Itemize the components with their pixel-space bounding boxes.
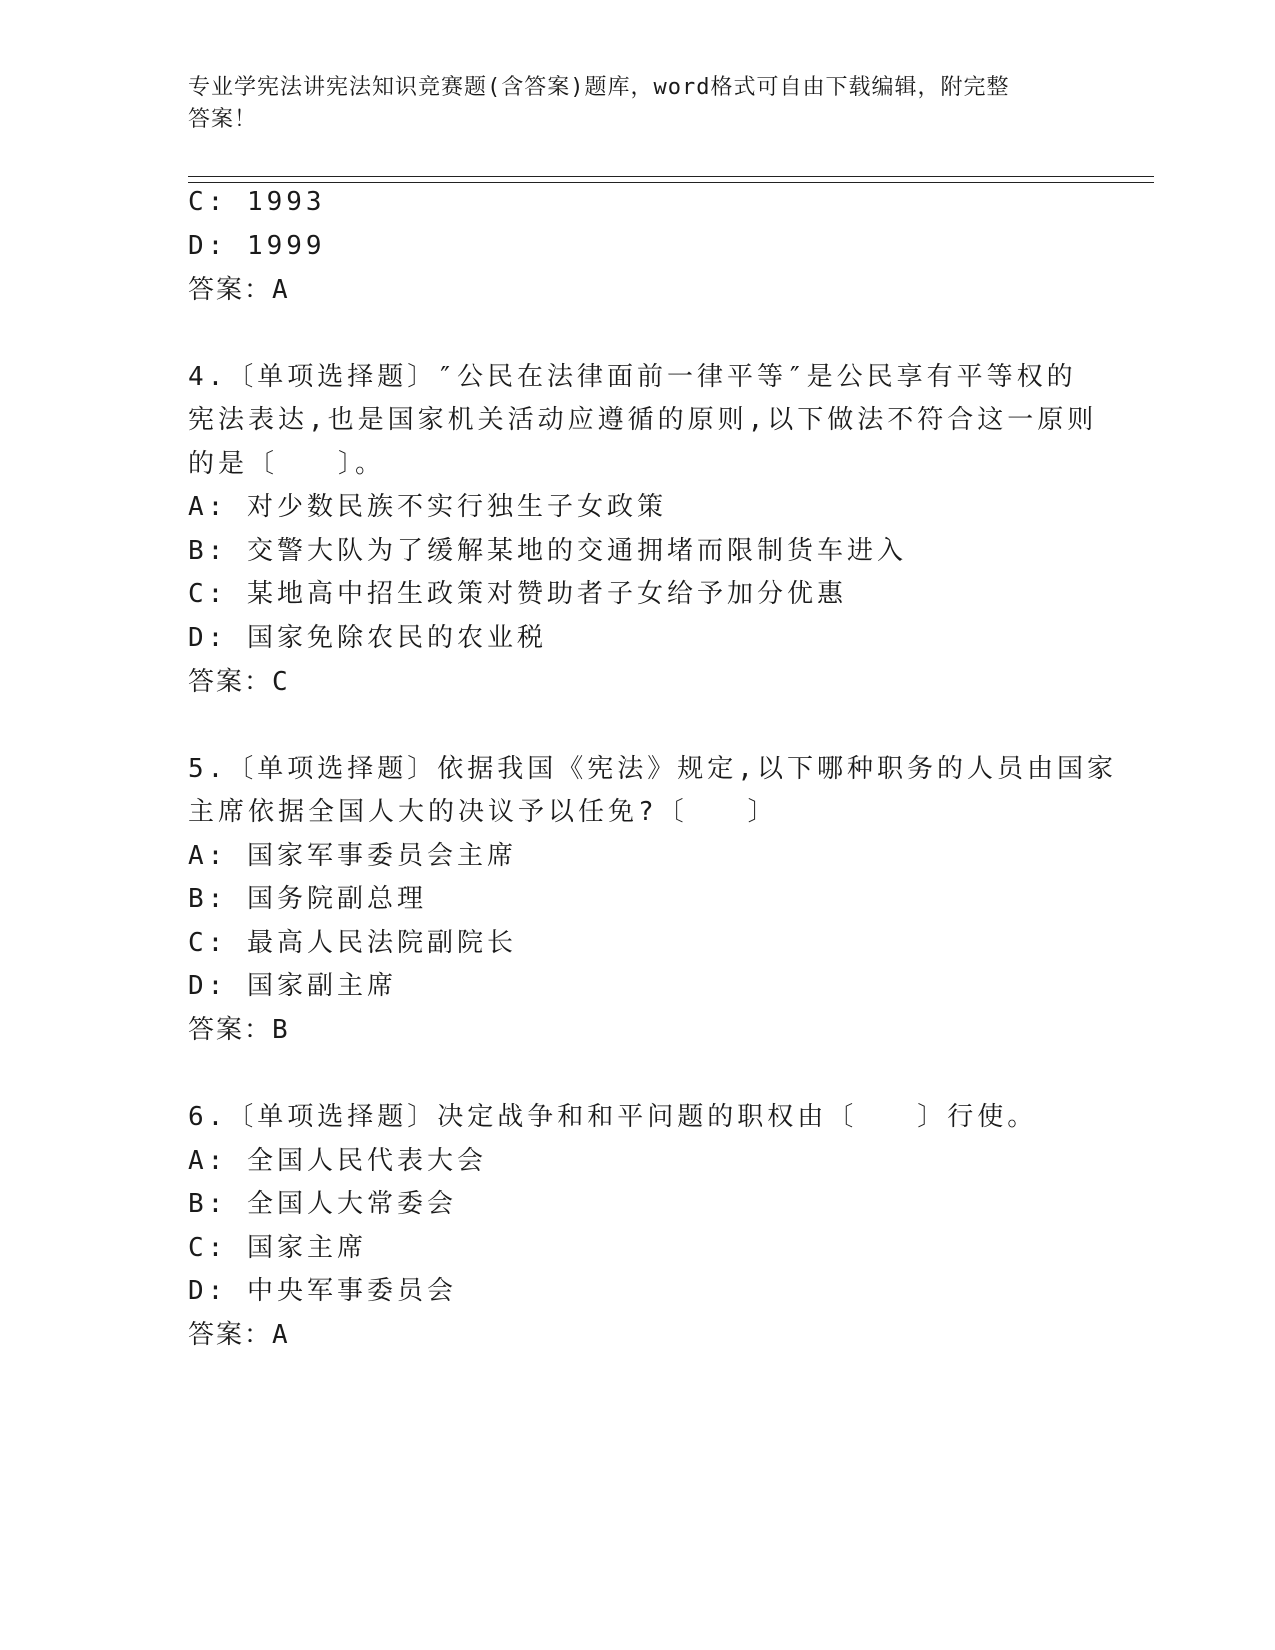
q6-answer [188, 1319, 290, 1351]
q5-answer [188, 1014, 290, 1046]
answer-value: C [272, 667, 290, 697]
q4-answer [188, 666, 290, 698]
q5-stem-line-1: 5.〔单项选择题〕依据我国《宪法》规定,以下哪种职务的人员由国家 [188, 754, 1117, 784]
answer-label: 答案： [188, 275, 273, 305]
answer-value: A [272, 275, 290, 305]
q5-stem-line-2: 主席依据全国人大的决议予以任免?〔 〕 [188, 797, 778, 827]
q4-option-b: B: 交警大队为了缓解某地的交通拥堵而限制货车进入 [188, 536, 907, 566]
q6-option-c: C: 国家主席 [188, 1233, 367, 1263]
q4-stem-line-3: 的是〔 〕。 [188, 449, 386, 479]
q5-option-b: B: 国务院副总理 [188, 884, 427, 914]
q6-option-b: B: 全国人大常委会 [188, 1189, 457, 1219]
document-header [188, 72, 1088, 136]
q4-option-a: A: 对少数民族不实行独生子女政策 [188, 492, 667, 522]
q5-option-d: D: 国家副主席 [188, 971, 397, 1001]
q3-option-d: D: 1999 [188, 231, 326, 261]
q6-option-a: A: 全国人民代表大会 [188, 1146, 487, 1176]
header-divider-bottom [188, 182, 1154, 183]
q3-option-c: C: 1993 [188, 187, 326, 217]
q5-option-a: A: 国家军事委员会主席 [188, 841, 517, 871]
header-divider-top [188, 176, 1154, 177]
header-line-1: 专业学宪法讲宪法知识竞赛题(含答案)题库，word格式可自由下载编辑，附完整 [188, 75, 1010, 100]
header-line-2: 答案！ [188, 107, 258, 132]
q4-stem-line-2: 宪法表达,也是国家机关活动应遵循的原则,以下做法不符合这一原则 [188, 405, 1098, 435]
q6-stem-line-1: 6.〔单项选择题〕决定战争和和平问题的职权由〔 〕行使。 [188, 1102, 1038, 1132]
q4-stem-line-1: 4.〔单项选择题〕″公民在法律面前一律平等″是公民享有平等权的 [188, 362, 1077, 392]
answer-label: 答案： [188, 667, 273, 697]
q6-option-d: D: 中央军事委员会 [188, 1276, 457, 1306]
answer-value: B [272, 1015, 290, 1045]
q4-option-c: C: 某地高中招生政策对赞助者子女给予加分优惠 [188, 579, 847, 609]
q4-option-d: D: 国家免除农民的农业税 [188, 623, 547, 653]
q3-answer [188, 274, 290, 306]
answer-value: A [272, 1320, 290, 1350]
answer-label: 答案： [188, 1320, 273, 1350]
q5-option-c: C: 最高人民法院副院长 [188, 928, 517, 958]
answer-label: 答案： [188, 1015, 273, 1045]
